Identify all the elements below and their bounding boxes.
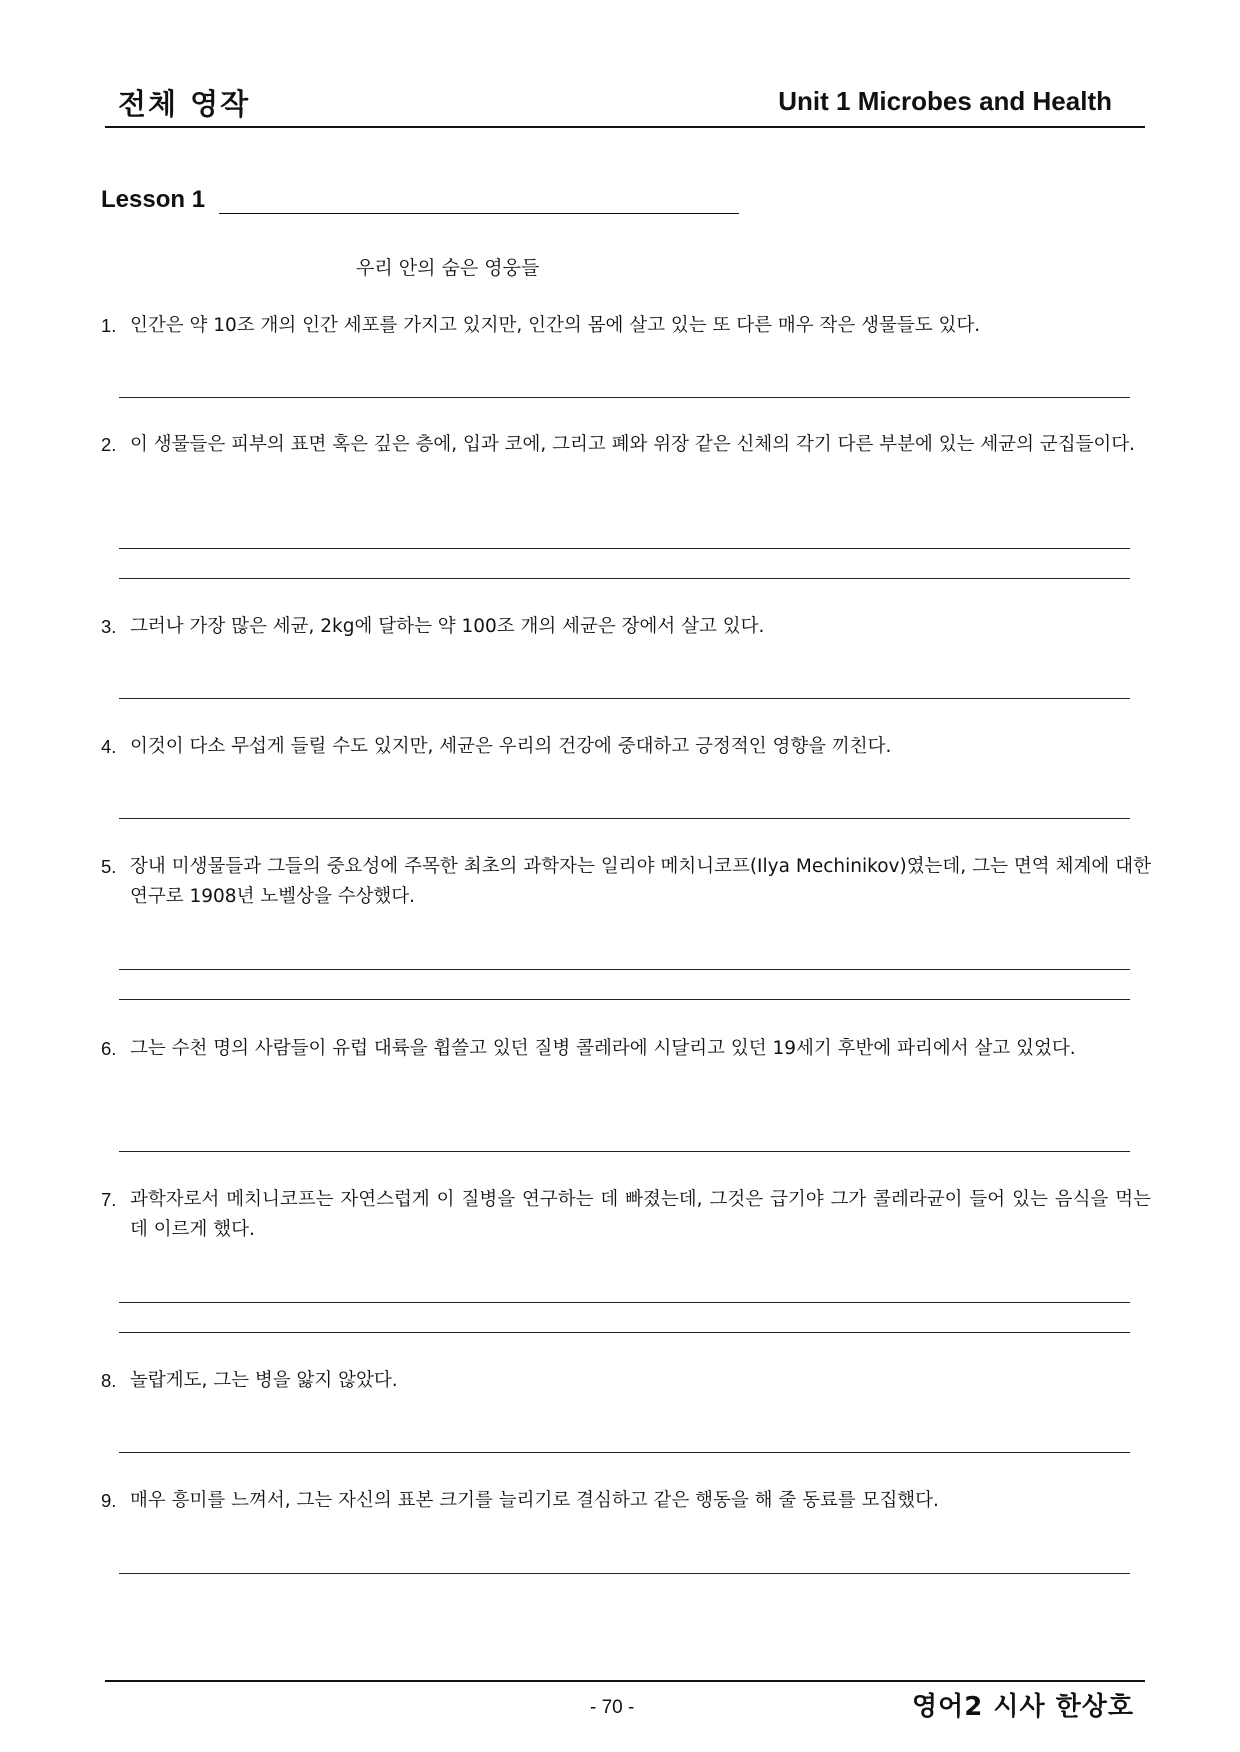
footer-divider — [105, 1680, 1145, 1682]
exercise-item-9 — [101, 1486, 1151, 1516]
item-prompt: 그러나 가장 많은 세균, 2kg에 달하는 약 100조 개의 세균은 장에서 살고 있다. — [130, 616, 765, 637]
item-number: 4. — [101, 736, 117, 757]
answer-line — [119, 397, 1130, 398]
header-divider — [105, 126, 1145, 128]
page-number: - 70 - — [590, 1697, 635, 1718]
exercise-item-6 — [101, 1034, 1151, 1064]
item-prompt: 그는 수천 명의 사람들이 유럽 대륙을 휩쓸고 있던 질병 콜레라에 시달리고 있던 19세기 후반에 파리에서 살고 있었다. — [130, 1038, 1076, 1059]
lesson-title-blank — [219, 187, 739, 214]
item-number: 5. — [101, 856, 117, 877]
lesson-label: Lesson 1 — [101, 186, 206, 213]
item-prompt: 놀랍게도, 그는 병을 앓지 않았다. — [130, 1370, 398, 1391]
answer-line — [119, 1452, 1130, 1453]
exercise-item-3 — [101, 612, 1151, 642]
exercise-item-1 — [101, 311, 1151, 341]
item-prompt: 인간은 약 10조 개의 인간 세포를 가지고 있지만, 인간의 몸에 살고 있는 또 다른 매우 작은 생물들도 있다. — [130, 315, 981, 336]
exercise-item-4 — [101, 732, 1151, 762]
item-number: 8. — [101, 1370, 117, 1391]
answer-line — [119, 1332, 1130, 1333]
item-number: 6. — [101, 1038, 117, 1059]
item-prompt: 이것이 다소 무섭게 들릴 수도 있지만, 세균은 우리의 건강에 중대하고 긍정적인 영향을 끼친다. — [130, 736, 892, 757]
item-prompt: 장내 미생물들과 그들의 중요성에 주목한 최초의 과학자는 일리야 메치니코프(Ilya Mechinikov)였는데, 그는 면역 체계에 대한 연구로 1908년 노벨상을 수상했다. — [130, 856, 1151, 907]
answer-line — [119, 1573, 1130, 1574]
answer-line — [119, 818, 1130, 819]
item-prompt: 매우 흥미를 느껴서, 그는 자신의 표본 크기를 늘리기로 결심하고 같은 행동을 해 줄 동료를 모집했다. — [130, 1490, 939, 1511]
lesson-heading — [101, 186, 739, 214]
item-prompt: 과학자로서 메치니코프는 자연스럽게 이 질병을 연구하는 데 빠졌는데, 그것은 급기야 그가 콜레라균이 들어 있는 음식을 먹는 데 이르게 했다. — [130, 1189, 1151, 1240]
item-number: 1. — [101, 315, 117, 336]
answer-line — [119, 1302, 1130, 1303]
item-number: 9. — [101, 1490, 117, 1511]
item-number: 2. — [101, 434, 117, 455]
answer-line — [119, 578, 1130, 579]
author-credit: 영어2 시사 한상호 — [911, 1692, 1134, 1722]
answer-line — [119, 698, 1130, 699]
item-prompt: 이 생물들은 피부의 표면 혹은 깊은 층에, 입과 코에, 그리고 폐와 위장 같은 신체의 각기 다른 부분에 있는 세균의 군집들이다. — [130, 434, 1136, 455]
answer-line — [119, 548, 1130, 549]
exercise-item-7 — [101, 1185, 1151, 1245]
item-number: 3. — [101, 616, 117, 637]
exercise-item-5 — [101, 852, 1151, 912]
exercise-item-2 — [101, 430, 1151, 460]
unit-title: Unit 1 Microbes and Health — [778, 86, 1112, 116]
header-title: 전체 영작 — [118, 87, 251, 121]
exercise-item-8 — [101, 1366, 1151, 1396]
passage-title: 우리 안의 숨은 영웅들 — [356, 257, 540, 279]
item-number: 7. — [101, 1189, 117, 1210]
answer-line — [119, 1151, 1130, 1152]
answer-line — [119, 969, 1130, 970]
answer-line — [119, 999, 1130, 1000]
